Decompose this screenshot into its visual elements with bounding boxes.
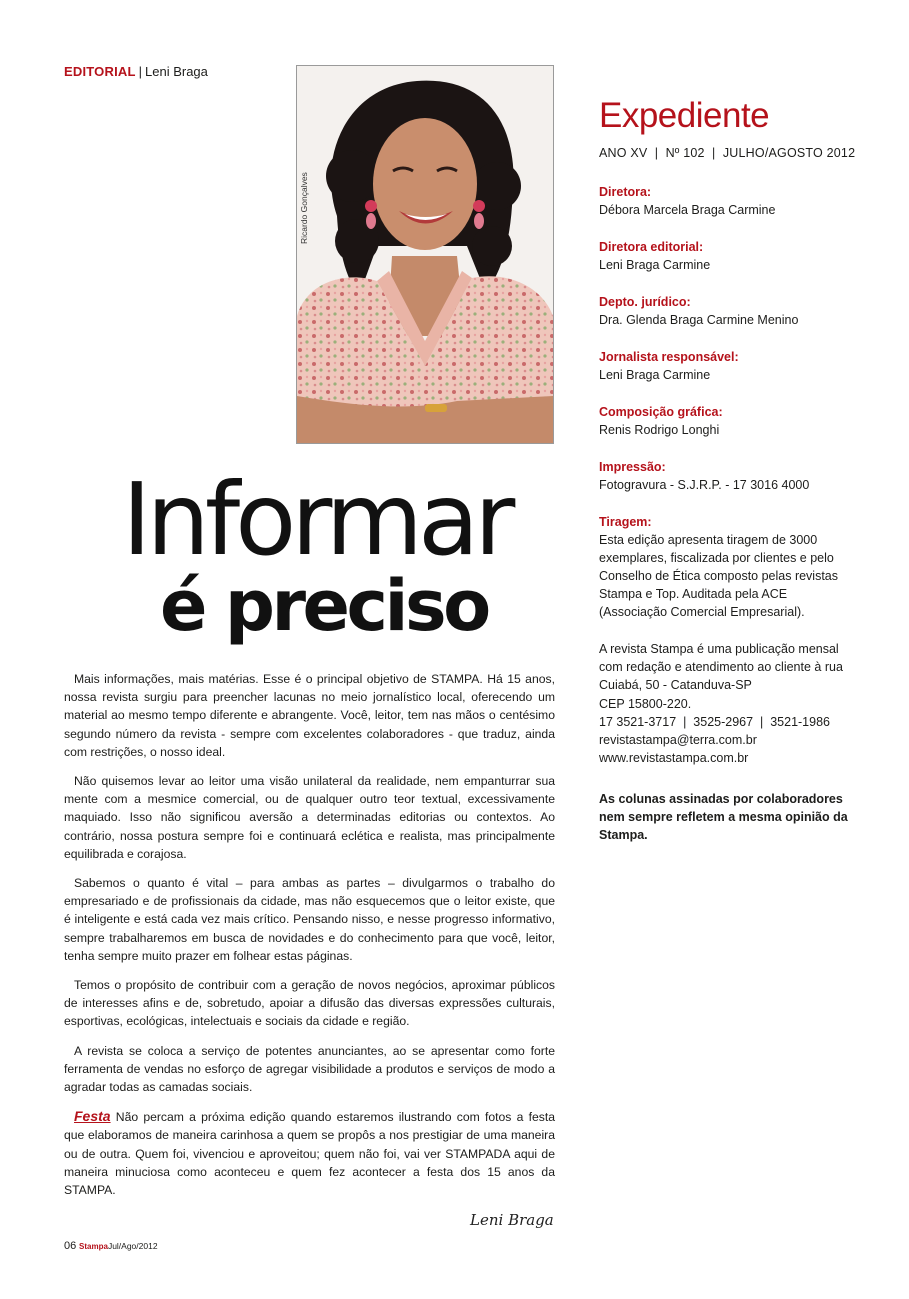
staff-value: Leni Braga Carmine: [599, 368, 711, 382]
page-number: 06: [64, 1240, 77, 1252]
staff-value: Dra. Glenda Braga Carmine Menino: [599, 313, 799, 327]
staff-item: [599, 238, 849, 274]
footer-date: Jul/Ago/2012: [107, 1241, 158, 1251]
festa-text: Não percam a próxima edição quando estaremos ilustrando com fotos a festa que elaboramos de maneira carinhosa a quem se propôs a nos prestigiar de uma maneira ou de outra. Quem foi, vivenciou e aproveitou; quem não foi, vai ver STAMPADA aqui de maneira minuciosa como aconteceu e quem fez acontecer a festa dos 15 anos da STAMPA.: [64, 1110, 555, 1198]
photo-credit: Ricardo Gonçalves: [299, 172, 309, 244]
staff-item: [599, 458, 849, 494]
email-address: revistastampa@terra.com.br: [599, 733, 757, 748]
staff-value: Fotogravura - S.J.R.P. - 17 3016 4000: [599, 478, 810, 492]
staff-item: [599, 348, 849, 384]
staff-label: Jornalista responsável:: [599, 350, 739, 364]
website-url: www.revistastampa.com.br: [599, 751, 749, 766]
staff-value: Esta edição apresenta tiragem de 3000 exemplares, fiscalizada por clientes e pelo Conselho de Ética composto pelas revistas Stampa e Top. Auditada pela ACE (Associação Comercial Empresarial).: [599, 533, 839, 619]
staff-item: [599, 293, 849, 329]
header-author: Leni Braga: [145, 64, 208, 79]
staff-label: Tiragem:: [599, 515, 652, 529]
paragraph: Sabemos o quanto é vital – para ambas as partes – divulgarmos o trabalho do empresariado e de profissionais da cidade, mas não esquecemos que o leitor existe, que é inteligente e está cada vez mais crítico. Pensando nisso, e nesse progresso informativo, sempre trabalharemos em busca de novidades e do conhecimento para que você, leitor, tenha sempre muito prazer em folhear estas páginas.: [64, 876, 555, 963]
staff-value: Leni Braga Carmine: [599, 258, 711, 272]
staff-label: Diretora:: [599, 185, 652, 199]
staff-value: Débora Marcela Braga Carmine: [599, 203, 776, 217]
editorial-body: [64, 670, 555, 1210]
paragraph: Mais informações, mais matérias. Esse é o principal objetivo de STAMPA. Há 15 anos, nossa revista surgiu para preencher lacunas no meio jornalístico local, oferecendo um material ao mesmo tempo diferente e abrangente. Você, leitor, tem nas mãos o centésimo segundo número da revista - sempre com excelentes colaboradores - que traduz, ainda com restrições, o nosso ideal.: [64, 672, 555, 759]
section-label: EDITORIAL: [64, 64, 136, 79]
staff-item: [599, 403, 849, 439]
header-separator: |: [138, 64, 143, 79]
staff-label: Impressão:: [599, 460, 666, 474]
footer-brand: Stampa: [79, 1242, 108, 1251]
staff-value: Renis Rodrigo Longhi: [599, 423, 720, 437]
staff-item: [599, 183, 849, 219]
portrait-illustration: [297, 66, 553, 443]
staff-list: [599, 183, 849, 640]
staff-label: Depto. jurídico:: [599, 295, 691, 309]
about-line: A revista Stampa é uma publicação mensal com redação e atendimento ao cliente à rua Cuiabá, 50 - Catanduva-SP: [599, 642, 843, 693]
staff-label: Diretora editorial:: [599, 240, 704, 254]
staff-item: [599, 513, 849, 621]
headline-line-1: Informar: [122, 461, 511, 578]
paragraph: Temos o propósito de contribuir com a geração de novos negócios, aproximar públicos de interesses afins e de, sobretudo, apoiar a difusão das diversas expressões culturais, esportivas, ecológicas, intelectuais e sociais da cidade e região.: [64, 978, 555, 1029]
about-block: [599, 640, 849, 767]
paragraph-festa: [64, 1107, 555, 1199]
headline-line-2: é preciso: [160, 565, 488, 647]
expediente-title: Expediente: [599, 96, 770, 135]
paragraph: Não quisemos levar ao leitor uma visão unilateral da realidade, nem empanturrar sua mente com a mesmice comercial, ou de qualquer outro teor textual, excessivamente maquiado. Isso não significou aversão a determinadas editorias ou contextos. Ao contrário, nossa postura sempre foi e continuará eclética e realista, mas principalmente equilibrada e corajosa.: [64, 774, 555, 861]
section-header: [64, 64, 208, 79]
staff-label: Composição gráfica:: [599, 405, 723, 419]
paragraph: A revista se coloca a serviço de potentes anunciantes, ao se apresentar como forte ferramenta de vendas no esforço de agregar visibilidade a produtos e serviços de modo a agradar todas as camadas sociais.: [64, 1043, 555, 1095]
phone-numbers: 17 3521-3717 | 3525-2967 | 3521-1986: [599, 714, 830, 729]
page-footer: [64, 1240, 158, 1252]
author-photo: [296, 65, 554, 444]
about-line: CEP 15800-220.: [599, 696, 692, 711]
festa-label: Festa: [74, 1108, 111, 1125]
disclaimer-note: As colunas assinadas por colaboradores nem sempre refletem a mesma opinião da Stampa.: [599, 792, 848, 843]
signature: Leni Braga: [470, 1211, 554, 1229]
issue-info: ANO XV | Nº 102 | JULHO/AGOSTO 2012: [599, 146, 856, 160]
